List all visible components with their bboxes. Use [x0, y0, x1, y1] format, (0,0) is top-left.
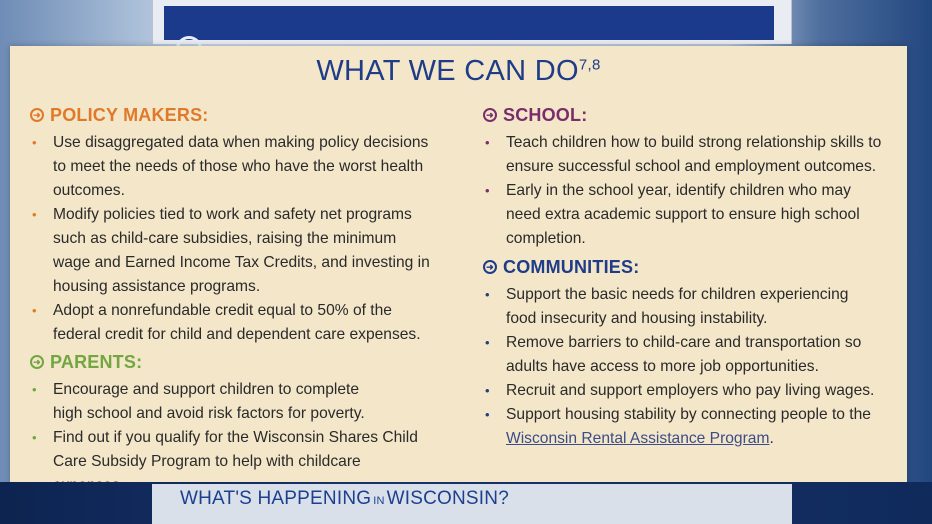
parents-heading	[30, 350, 450, 374]
list-item: • Recruit and support employers who pay living wages.	[483, 379, 893, 403]
parents-section	[30, 350, 450, 498]
list-item: • Find out if you qualify for the Wisconsin Shares Child Care Subsidy Program to help with childcare	[30, 426, 450, 498]
list-item: • Use disaggregated data when making policy decisions to meet the needs of those who have the worst health outcomes.	[30, 131, 430, 203]
list-item: • Encourage and support children to complete high school and avoid risk factors for poverty.	[30, 378, 450, 426]
parents-list	[30, 378, 450, 498]
footer-title-part3: WISCONSIN?	[386, 488, 509, 509]
communities-heading-text: COMMUNITIES:	[503, 256, 640, 277]
school-list	[483, 131, 893, 251]
footer-title-part2: IN	[373, 495, 385, 507]
communities-heading	[483, 255, 893, 279]
arrow-circle-icon: ➜	[30, 108, 44, 122]
list-item-text: Support housing stability by connecting people to the	[506, 406, 871, 423]
footer-title	[180, 488, 780, 512]
school-heading-text: SCHOOL:	[503, 104, 588, 125]
policy-makers-heading	[30, 103, 430, 127]
arrow-circle-icon: ➜	[483, 108, 497, 122]
list-item: • Support the basic needs for children experiencing food insecurity and housing instability.	[483, 283, 893, 331]
rental-assistance-link[interactable]: Wisconsin Rental Assistance Program	[506, 430, 770, 447]
school-section	[483, 103, 893, 251]
list-item: • Teach children how to build strong relationship skills to ensure successful school and employment outcomes.	[483, 131, 893, 179]
list-item	[483, 403, 893, 451]
policy-makers-heading-text: POLICY MAKERS:	[50, 104, 209, 125]
board-title-citation: 7,8	[578, 56, 601, 74]
policy-makers-section	[30, 103, 430, 347]
top-screen-blue-panel	[164, 6, 774, 40]
list-item: • Remove barriers to child-care and transportation so adults have access to more job opportunities.	[483, 331, 893, 379]
school-heading	[483, 103, 893, 127]
footer-title-part1: WHAT'S HAPPENING	[180, 488, 372, 509]
board-title	[10, 55, 907, 88]
list-item: • Modify policies tied to work and safety net programs such as child-care subsidies, raising the minimum wage and Earned Income Tax Credits, and investing in housing assistance programs.	[30, 203, 430, 299]
info-board	[10, 46, 907, 484]
policy-makers-list	[30, 131, 430, 347]
list-item-period: .	[769, 430, 774, 447]
board-title-text: WHAT WE CAN DO	[316, 55, 579, 87]
parents-heading-text: PARENTS:	[50, 351, 143, 372]
arrow-circle-icon: ➜	[30, 355, 44, 369]
arrow-circle-icon: ➜	[483, 260, 497, 274]
communities-section	[483, 255, 893, 451]
communities-list	[483, 283, 893, 451]
list-item: • Early in the school year, identify children who may need extra academic support to ensure high school completion.	[483, 179, 893, 251]
list-item: • Adopt a nonrefundable credit equal to 50% of the federal credit for child and dependent care expenses.	[30, 299, 430, 347]
